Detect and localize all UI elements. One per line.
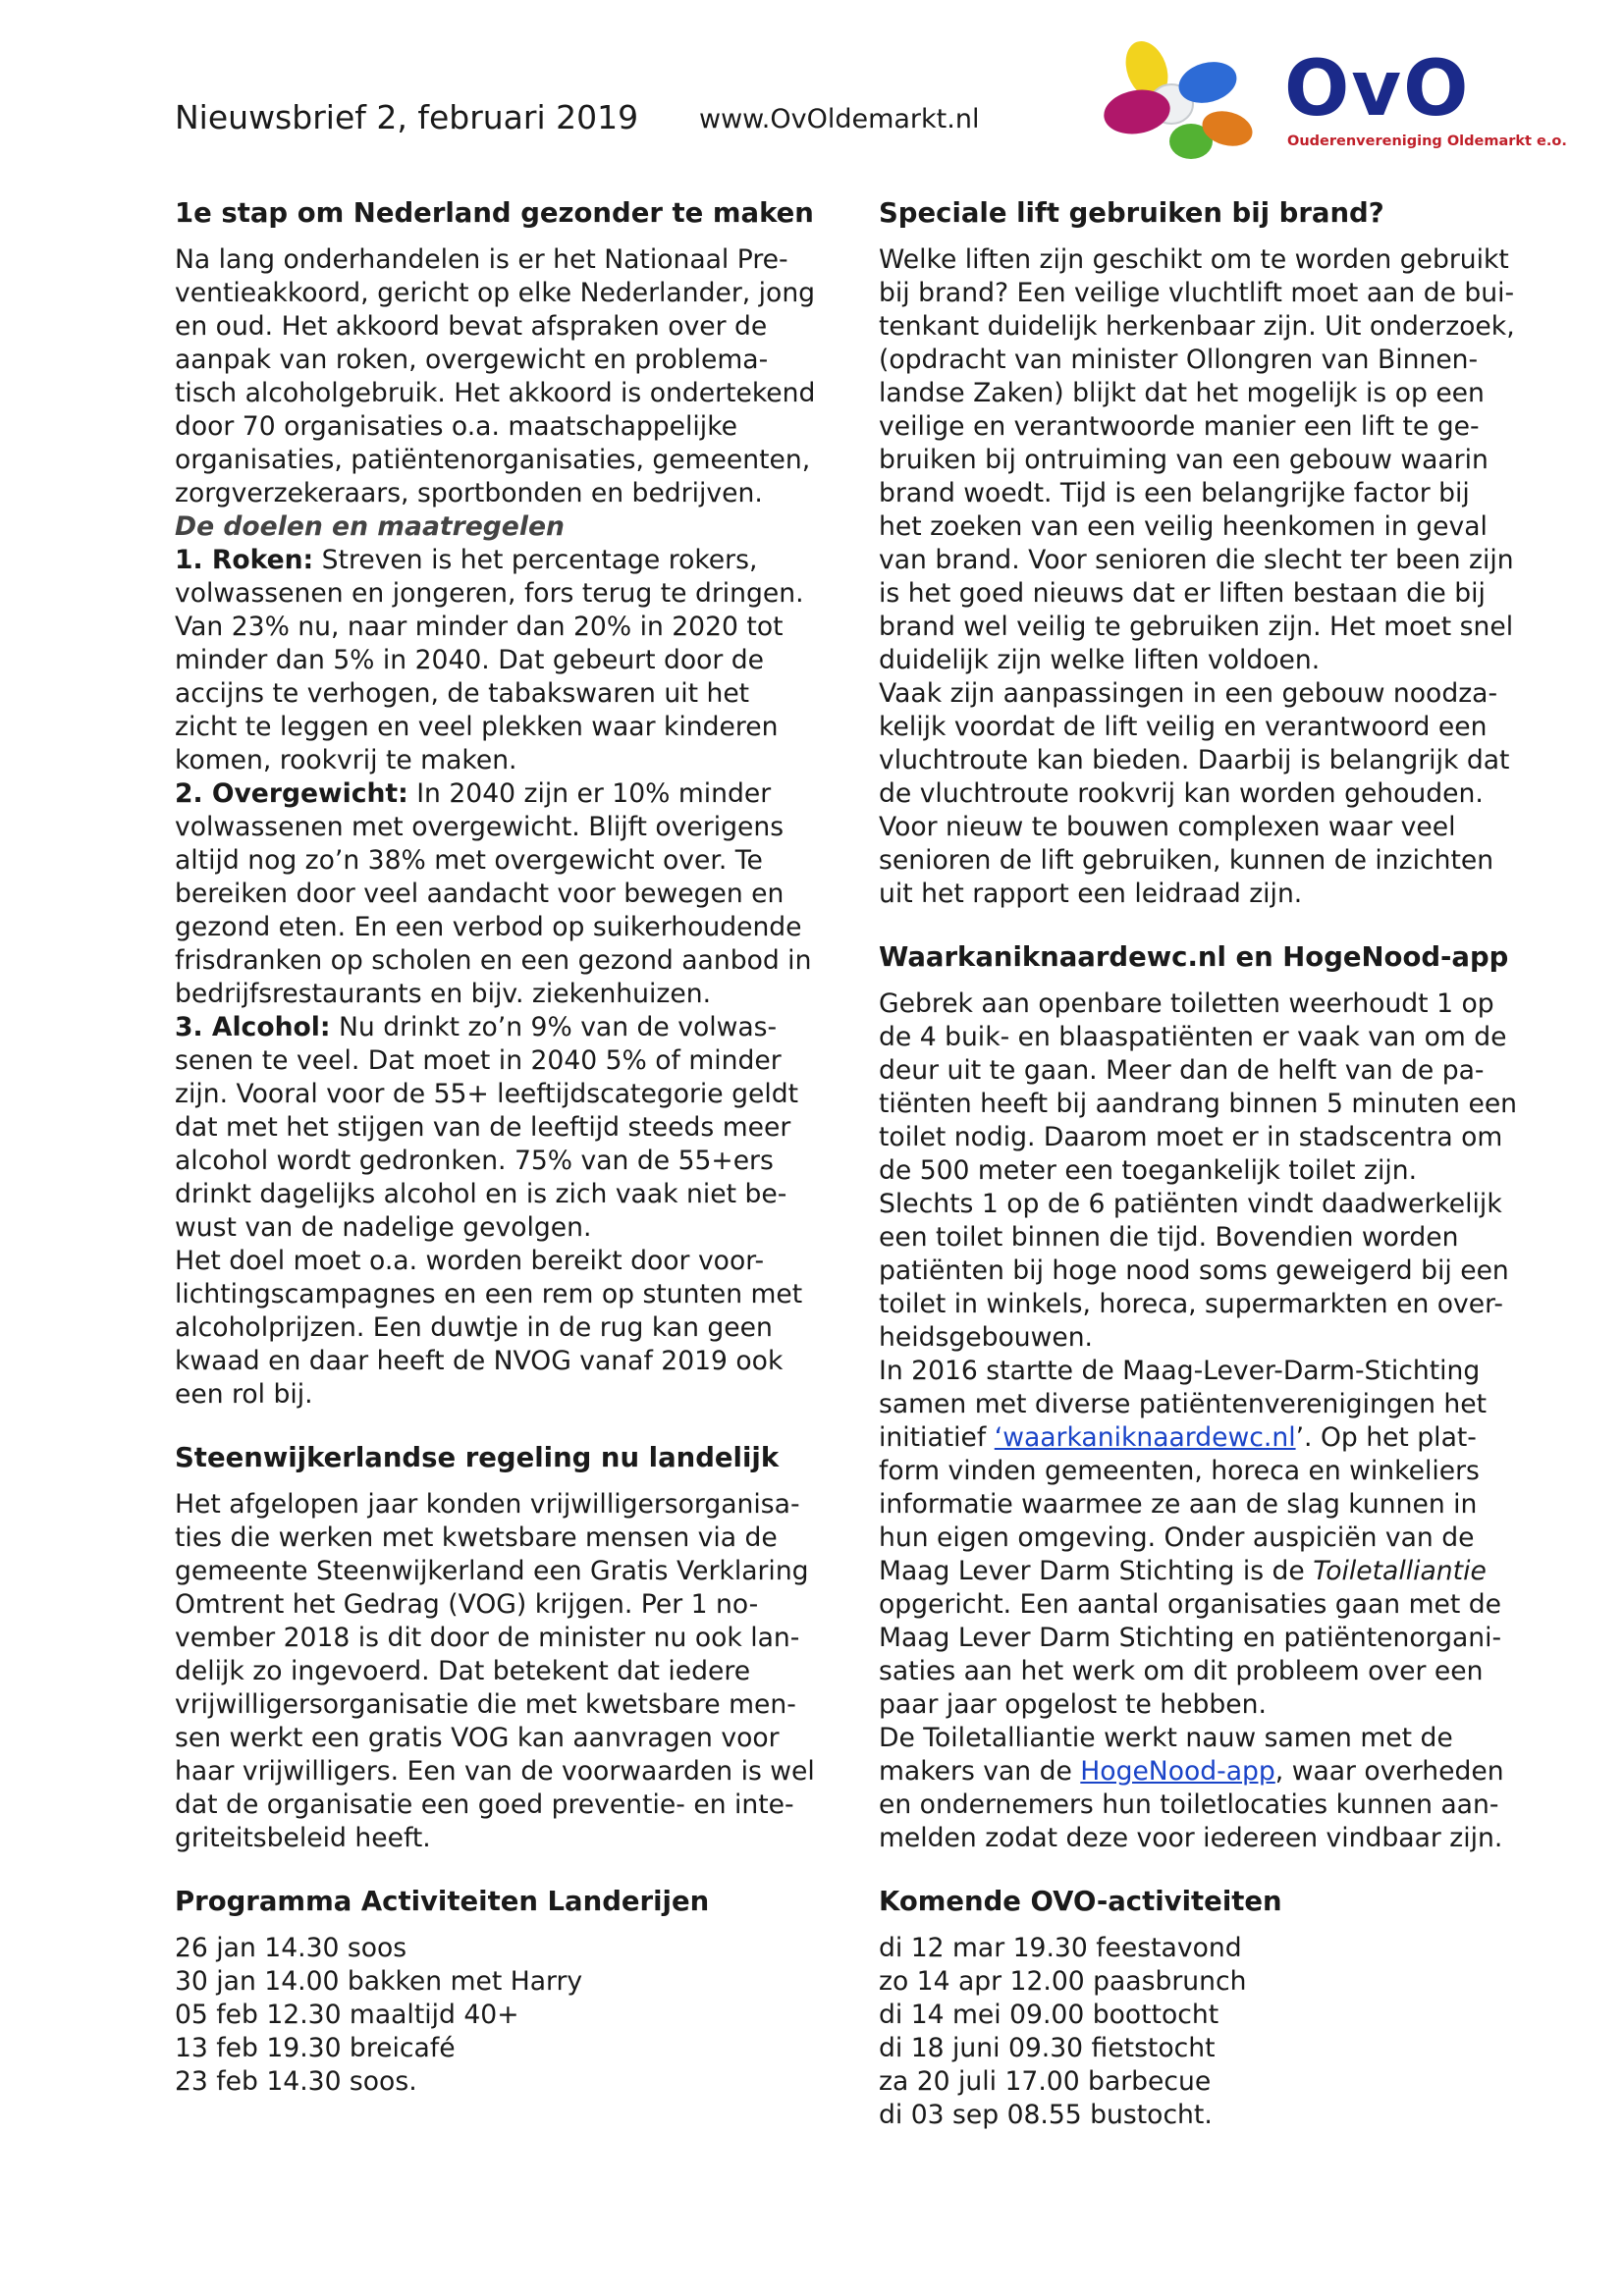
activity-list xyxy=(175,1932,862,2099)
text-line: een rol bij. xyxy=(175,1379,313,1410)
text-line: alcoholprijzen. Een duwtje in de rug kan geen xyxy=(175,1312,773,1343)
text-line: volwassenen met overgewicht. Blijft overigens xyxy=(175,812,785,842)
activity-list xyxy=(879,1932,1566,2132)
left-column xyxy=(175,196,862,2099)
text-line: kelijk voordat de lift veilig en verantwoord een xyxy=(879,712,1488,742)
text-line: vrijwilligersorganisatie die met kwetsbare men- xyxy=(175,1689,796,1720)
text-line: vluchtroute kan bieden. Daarbij is belangrijk dat xyxy=(879,745,1510,775)
toiletalliantie-emphasis: Toiletalliantie xyxy=(1313,1556,1487,1586)
text-line: haar vrijwilligers. Een van de voorwaarden is wel xyxy=(175,1756,815,1787)
text-line: In 2016 startte de Maag-Lever-Darm-Stichting xyxy=(879,1356,1481,1386)
text-line: (opdracht van minister Ollongren van Binnen- xyxy=(879,345,1479,375)
text-line: frisdranken op scholen en een gezond aanbod in xyxy=(175,945,812,976)
article-body xyxy=(879,1455,1566,1555)
text-line: aanpak van roken, overgewicht en problema- xyxy=(175,345,769,375)
text-line: toilet in winkels, horeca, supermarkten en over- xyxy=(879,1289,1503,1319)
text-line: Het doel moet o.a. worden bereikt door voor- xyxy=(175,1246,765,1276)
article-title-vog: Steenwijkerlandse regeling nu landelijk xyxy=(175,1442,780,1473)
text-line: door 70 organisaties o.a. maatschappelijke xyxy=(175,411,738,442)
article-title-wc: Waarkaniknaardewc.nl en HogeNood-app xyxy=(879,941,1509,973)
text-line: zijn. Vooral voor de 55+ leeftijdscategorie geldt xyxy=(175,1079,799,1109)
overgewicht-paragraph-start xyxy=(175,777,862,811)
text-line: Van 23% nu, naar minder dan 20% in 2020 tot xyxy=(175,612,784,642)
text-line: de 4 buik- en blaaspatiënten er vaak van om de xyxy=(879,1022,1507,1052)
article-body xyxy=(879,243,1566,911)
text-line: zicht te leggen en veel plekken waar kinderen xyxy=(175,712,779,742)
text-line: van brand. Voor senioren die slecht ter been zijn xyxy=(879,545,1514,575)
text-line: Vaak zijn aanpassingen in een gebouw noodza- xyxy=(879,678,1498,709)
text-line: organisaties, patiëntenorganisaties, gemeenten, xyxy=(175,445,811,475)
logo-wordmark: OvO xyxy=(1284,45,1471,133)
text-line: senen te veel. Dat moet in 2040 5% of minder xyxy=(175,1045,782,1076)
text-line: gezond eten. En een verbod op suikerhoudende xyxy=(175,912,802,942)
text-fragment: initiatief xyxy=(879,1422,995,1453)
text-line: minder dan 5% in 2040. Dat gebeurt door de xyxy=(175,645,765,675)
text-line: gemeente Steenwijkerland een Gratis Verklaring xyxy=(175,1556,809,1586)
text-line: zorgverzekeraars, sportbonden en bedrijven. xyxy=(175,478,763,508)
text-fragment: , waar overheden xyxy=(1274,1756,1504,1787)
activity-item: 13 feb 19.30 breicafé xyxy=(175,2033,456,2063)
activity-item: 05 feb 12.30 maaltijd 40+ xyxy=(175,2000,519,2030)
text-line: Welke liften zijn geschikt om te worden gebruikt xyxy=(879,244,1509,275)
text-line: opgericht. Een aantal organisaties gaan met de xyxy=(879,1589,1501,1620)
text-line: Gebrek aan openbare toiletten weerhoudt 1 op xyxy=(879,988,1494,1019)
text-line: De Toiletalliantie werkt nauw samen met de xyxy=(879,1723,1453,1753)
text-line: griteitsbeleid heeft. xyxy=(175,1823,431,1853)
text-line: bruiken bij ontruiming van een gebouw waarin xyxy=(879,445,1489,475)
hogenood-app-link[interactable]: HogeNood-app xyxy=(1080,1756,1275,1787)
article-body xyxy=(175,1488,862,1855)
text-line: saties aan het werk om dit probleem over een xyxy=(879,1656,1484,1686)
text-line: veilige en verantwoorde manier een lift te ge- xyxy=(879,411,1480,442)
ovo-logo xyxy=(1098,35,1567,163)
text-line: uit het rapport een leidraad zijn. xyxy=(879,879,1303,909)
text-line: tenkant duidelijk herkenbaar zijn. Uit onderzoek, xyxy=(879,311,1515,342)
subheading-doelen: De doelen en maatregelen xyxy=(175,511,565,542)
article-title-ovo-activiteiten: Komende OVO-activiteiten xyxy=(879,1886,1282,1917)
text-line: sen werkt een gratis VOG kan aanvragen voor xyxy=(175,1723,780,1753)
waarkaniknaardewc-link[interactable]: ‘waarkaniknaardewc.nl xyxy=(994,1422,1296,1453)
activity-item: di 03 sep 08.55 bustocht. xyxy=(879,2100,1213,2130)
text-line: Maag Lever Darm Stichting en patiëntenorgani- xyxy=(879,1623,1502,1653)
alcohol-paragraph-start xyxy=(175,1011,862,1044)
text-line: bedrijfsrestaurants en bijv. ziekenhuizen. xyxy=(175,979,712,1009)
text-line: en oud. Het akkoord bevat afspraken over de xyxy=(175,311,768,342)
text-line: deur uit te gaan. Meer dan de helft van de pa- xyxy=(879,1055,1485,1086)
text-line xyxy=(879,1555,1566,1588)
text-line: Voor nieuw te bouwen complexen waar veel xyxy=(879,812,1456,842)
text-line: is het goed nieuws dat er liften bestaan die bij xyxy=(879,578,1486,609)
roken-text: Streven is het percentage rokers, xyxy=(313,545,758,575)
text-line: heidsgebouwen. xyxy=(879,1322,1094,1353)
text-line: senioren de lift gebruiken, kunnen de inzichten xyxy=(879,845,1494,876)
text-fragment: makers van de xyxy=(879,1756,1081,1787)
text-line: lichtingscampagnes en een rem op stunten met xyxy=(175,1279,803,1309)
article-body xyxy=(879,988,1566,1421)
activity-item: za 20 juli 17.00 barbecue xyxy=(879,2066,1212,2097)
article-title-programma: Programma Activiteiten Landerijen xyxy=(175,1886,710,1917)
text-line: form vinden gemeenten, horeca en winkeliers xyxy=(879,1456,1480,1486)
text-line: tisch alcoholgebruik. Het akkoord is ondertekend xyxy=(175,378,816,408)
text-line: accijns te verhogen, de tabakswaren uit het xyxy=(175,678,750,709)
activity-item: 23 feb 14.30 soos. xyxy=(175,2066,417,2097)
roken-label: 1. Roken: xyxy=(175,545,314,575)
text-line: een toilet binnen die tijd. Bovendien worden xyxy=(879,1222,1459,1253)
text-line: volwassenen en jongeren, fors terug te dringen. xyxy=(175,578,804,609)
article-body xyxy=(879,1789,1566,1855)
text-line: Na lang onderhandelen is er het Nationaal Pre- xyxy=(175,244,788,275)
text-line: en ondernemers hun toiletlocaties kunnen aan- xyxy=(879,1789,1499,1820)
text-line: ventieakkoord, gericht op elke Nederlander, jong xyxy=(175,278,816,308)
text-line xyxy=(879,1755,1566,1789)
text-fragment: Maag Lever Darm Stichting is de xyxy=(879,1556,1314,1586)
activity-item: 30 jan 14.00 bakken met Harry xyxy=(175,1966,583,1997)
article-body xyxy=(175,243,862,510)
right-column xyxy=(879,196,1566,2132)
activity-item: di 14 mei 09.00 boottocht xyxy=(879,2000,1219,2030)
text-line: patiënten bij hoge nood soms geweigerd bij een xyxy=(879,1255,1509,1286)
article-title-preventie: 1e stap om Nederland gezonder te maken xyxy=(175,197,814,229)
website-url[interactable]: www.OvOldemarkt.nl xyxy=(699,104,980,134)
roken-paragraph xyxy=(175,577,862,777)
text-line: drinkt dagelijks alcohol en is zich vaak niet be- xyxy=(175,1179,787,1209)
text-line: brand wel veilig te gebruiken zijn. Het moet snel xyxy=(879,612,1514,642)
text-line: vember 2018 is dit door de minister nu ook lan- xyxy=(175,1623,800,1653)
text-line: dat met het stijgen van de leeftijd steeds meer xyxy=(175,1112,791,1143)
overgewicht-label: 2. Overgewicht: xyxy=(175,778,408,809)
text-line: informatie waarmee ze aan de slag kunnen in xyxy=(879,1489,1478,1520)
text-line: landse Zaken) blijkt dat het mogelijk is op een xyxy=(879,378,1485,408)
flower-logo-icon xyxy=(1098,35,1284,163)
text-line: paar jaar opgelost te hebben. xyxy=(879,1689,1267,1720)
text-line: delijk zo ingevoerd. Dat betekent dat iedere xyxy=(175,1656,751,1686)
text-line xyxy=(879,1421,1566,1455)
text-line: bereiken door veel aandacht voor bewegen en xyxy=(175,879,785,909)
text-line: altijd nog zo’n 38% met overgewicht over. Te xyxy=(175,845,763,876)
text-line: melden zodat deze voor iedereen vindbaar zijn. xyxy=(879,1823,1503,1853)
text-line: wust van de nadelige gevolgen. xyxy=(175,1212,592,1243)
roken-paragraph-start xyxy=(175,544,862,577)
text-line: Omtrent het Gedrag (VOG) krijgen. Per 1 no- xyxy=(175,1589,759,1620)
text-line: brand woedt. Tijd is een belangrijke factor bij xyxy=(879,478,1470,508)
text-line: kwaad en daar heeft de NVOG vanaf 2019 ook xyxy=(175,1346,784,1376)
alcohol-label: 3. Alcohol: xyxy=(175,1012,331,1042)
text-line: tiënten heeft bij aandrang binnen 5 minuten een xyxy=(879,1089,1518,1119)
overgewicht-paragraph xyxy=(175,811,862,1011)
text-line: alcohol wordt gedronken. 75% van de 55+ers xyxy=(175,1146,774,1176)
activity-item: 26 jan 14.30 soos xyxy=(175,1933,407,1963)
text-line: het zoeken van een veilig heenkomen in geval xyxy=(879,511,1488,542)
logo-subtitle: Ouderenvereniging Oldemarkt e.o. xyxy=(1287,133,1567,149)
article-title-lift: Speciale lift gebruiken bij brand? xyxy=(879,197,1384,229)
text-line: ties die werken met kwetsbare mensen via de xyxy=(175,1522,778,1553)
text-line: bij brand? Een veilige vluchtlift moet aan de bui- xyxy=(879,278,1515,308)
text-line: komen, rookvrij te maken. xyxy=(175,745,517,775)
activity-item: di 18 juni 09.30 fietstocht xyxy=(879,2033,1216,2063)
alcohol-paragraph xyxy=(175,1044,862,1412)
newsletter-title: Nieuwsbrief 2, februari 2019 xyxy=(175,98,639,136)
article-body xyxy=(879,1588,1566,1755)
text-line: duidelijk zijn welke liften voldoen. xyxy=(879,645,1321,675)
text-line: samen met diverse patiëntenverenigingen het xyxy=(879,1389,1488,1419)
text-line: dat de organisatie een goed preventie- en inte- xyxy=(175,1789,794,1820)
text-line: hun eigen omgeving. Onder auspiciën van de xyxy=(879,1522,1475,1553)
text-line: de vluchtroute rookvrij kan worden gehouden. xyxy=(879,778,1484,809)
activity-item: di 12 mar 19.30 feestavond xyxy=(879,1933,1242,1963)
text-line: toilet nodig. Daarom moet er in stadscentra om xyxy=(879,1122,1503,1152)
activity-item: zo 14 apr 12.00 paasbrunch xyxy=(879,1966,1247,1997)
text-line: de 500 meter een toegankelijk toilet zijn. xyxy=(879,1155,1418,1186)
text-fragment: ’. Op het plat- xyxy=(1295,1422,1477,1453)
text-line: Slechts 1 op de 6 patiënten vindt daadwerkelijk xyxy=(879,1189,1502,1219)
text-line: Het afgelopen jaar konden vrijwilligersorganisa- xyxy=(175,1489,800,1520)
alcohol-text: Nu drinkt zo’n 9% van de volwas- xyxy=(330,1012,778,1042)
overgewicht-text: In 2040 zijn er 10% minder xyxy=(407,778,772,809)
